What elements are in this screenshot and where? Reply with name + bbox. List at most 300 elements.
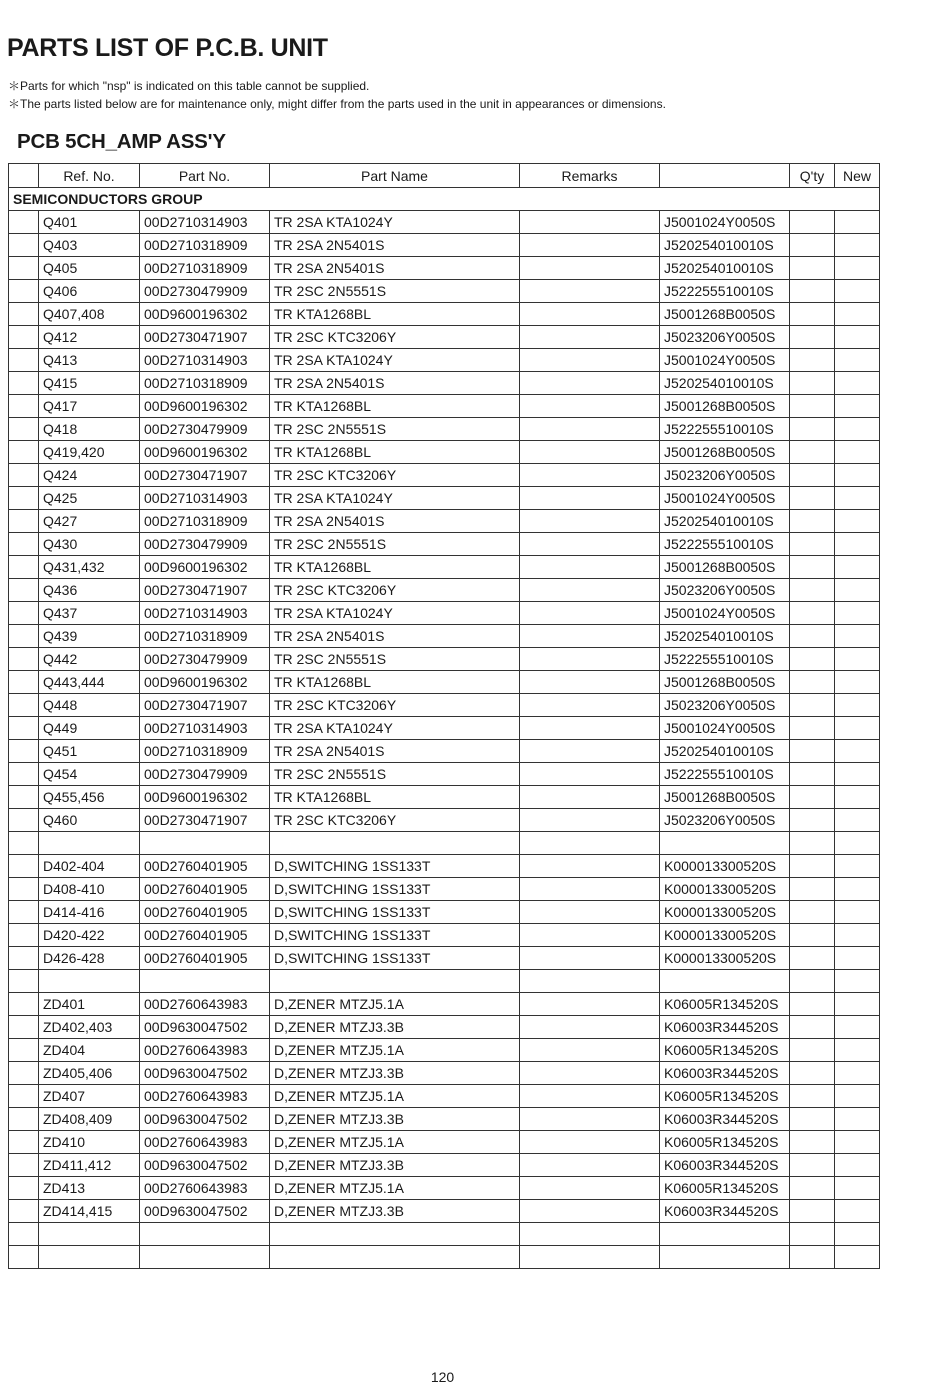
mark-cell [9,1177,39,1200]
group-label: SEMICONDUCTORS GROUP [9,188,880,211]
remarks-cell [520,878,660,901]
part-name-cell: D,ZENER MTZJ5.1A [270,1085,520,1108]
qty-cell [790,326,835,349]
part-name-cell: TR 2SC 2N5551S [270,418,520,441]
alt-code-cell: J522255510010S [660,648,790,671]
qty-cell [790,533,835,556]
part-no-cell [140,1246,270,1269]
mark-cell [9,993,39,1016]
alt-code-cell: J5001024Y0050S [660,349,790,372]
alt-code-cell: K000013300520S [660,855,790,878]
table-row [9,579,880,602]
remarks-cell [520,326,660,349]
new-cell [835,1246,880,1269]
new-cell [835,303,880,326]
table-row [9,510,880,533]
part-name-cell: TR KTA1268BL [270,556,520,579]
mark-cell [9,303,39,326]
alt-code-cell: K000013300520S [660,947,790,970]
part-no-cell: 00D9630047502 [140,1200,270,1223]
mark-cell [9,901,39,924]
part-no-cell: 00D9600196302 [140,441,270,464]
part-name-cell: TR 2SA KTA1024Y [270,211,520,234]
ref-no-cell: ZD414,415 [39,1200,140,1223]
table-row [9,970,880,993]
alt-code-cell: J5001024Y0050S [660,487,790,510]
parts-table [8,163,880,1269]
part-name-cell: TR 2SC 2N5551S [270,280,520,303]
qty-cell [790,510,835,533]
page-number: 120 [430,1369,455,1385]
qty-cell [790,740,835,763]
mark-cell [9,855,39,878]
ref-no-cell: ZD411,412 [39,1154,140,1177]
remarks-cell [520,809,660,832]
mark-cell [9,533,39,556]
alt-code-cell: J520254010010S [660,372,790,395]
qty-cell [790,464,835,487]
ref-no-cell: D420-422 [39,924,140,947]
part-name-cell: D,ZENER MTZJ3.3B [270,1062,520,1085]
alt-code-cell: K06003R344520S [660,1154,790,1177]
mark-cell [9,786,39,809]
remarks-cell [520,234,660,257]
remarks-cell [520,1016,660,1039]
ref-no-cell: Q448 [39,694,140,717]
alt-code-cell: J5001024Y0050S [660,602,790,625]
alt-code-cell: J520254010010S [660,510,790,533]
ref-no-cell: Q454 [39,763,140,786]
part-name-cell [270,1223,520,1246]
alt-code-cell: J5023206Y0050S [660,809,790,832]
header-ref-no: Ref. No. [39,164,140,188]
alt-code-cell: J5001268B0050S [660,786,790,809]
header-remarks: Remarks [520,164,660,188]
qty-cell [790,924,835,947]
part-no-cell: 00D9600196302 [140,786,270,809]
part-name-cell [270,970,520,993]
part-no-cell: 00D2730471907 [140,694,270,717]
part-no-cell: 00D2710318909 [140,257,270,280]
part-no-cell: 00D9600196302 [140,395,270,418]
alt-code-cell: J5001268B0050S [660,395,790,418]
part-no-cell: 00D2730471907 [140,326,270,349]
part-name-cell: TR 2SA 2N5401S [270,257,520,280]
new-cell [835,1085,880,1108]
mark-cell [9,1085,39,1108]
ref-no-cell: D426-428 [39,947,140,970]
new-cell [835,1131,880,1154]
alt-code-cell [660,1246,790,1269]
table-row [9,1039,880,1062]
alt-code-cell: K06005R134520S [660,993,790,1016]
part-no-cell: 00D2760401905 [140,878,270,901]
table-row [9,717,880,740]
remarks-cell [520,349,660,372]
new-cell [835,257,880,280]
ref-no-cell: Q425 [39,487,140,510]
part-no-cell: 00D2710318909 [140,740,270,763]
part-name-cell: TR 2SA 2N5401S [270,510,520,533]
alt-code-cell: J5001268B0050S [660,441,790,464]
remarks-cell [520,211,660,234]
mark-cell [9,579,39,602]
ref-no-cell: Q430 [39,533,140,556]
part-no-cell: 00D2760401905 [140,855,270,878]
part-no-cell: 00D9600196302 [140,556,270,579]
remarks-cell [520,1085,660,1108]
qty-cell [790,694,835,717]
mark-cell [9,602,39,625]
mark-cell [9,1108,39,1131]
part-no-cell: 00D2710314903 [140,349,270,372]
part-no-cell: 00D2760401905 [140,947,270,970]
ref-no-cell: ZD402,403 [39,1016,140,1039]
part-no-cell: 00D2710314903 [140,487,270,510]
part-name-cell: D,ZENER MTZJ3.3B [270,1108,520,1131]
part-no-cell: 00D2710318909 [140,625,270,648]
header-new: New [835,164,880,188]
new-cell [835,441,880,464]
mark-cell [9,763,39,786]
new-cell [835,211,880,234]
part-no-cell: 00D2730479909 [140,418,270,441]
new-cell [835,1016,880,1039]
remarks-cell [520,832,660,855]
ref-no-cell: Q407,408 [39,303,140,326]
alt-code-cell: J5001268B0050S [660,556,790,579]
alt-code-cell: J5023206Y0050S [660,694,790,717]
part-no-cell: 00D2760401905 [140,924,270,947]
qty-cell [790,1085,835,1108]
qty-cell [790,1223,835,1246]
part-name-cell: TR KTA1268BL [270,786,520,809]
mark-cell [9,1039,39,1062]
new-cell [835,1062,880,1085]
new-cell [835,602,880,625]
new-cell [835,418,880,441]
ref-no-cell: Q436 [39,579,140,602]
remarks-cell [520,947,660,970]
remarks-cell [520,1108,660,1131]
new-cell [835,625,880,648]
part-name-cell: D,SWITCHING 1SS133T [270,947,520,970]
alt-code-cell: K06003R344520S [660,1062,790,1085]
part-no-cell: 00D2710314903 [140,211,270,234]
table-row [9,1131,880,1154]
ref-no-cell: Q431,432 [39,556,140,579]
alt-code-cell: K000013300520S [660,924,790,947]
part-no-cell: 00D2710314903 [140,717,270,740]
part-name-cell: TR 2SC KTC3206Y [270,326,520,349]
remarks-cell [520,1131,660,1154]
part-name-cell: D,ZENER MTZJ3.3B [270,1200,520,1223]
qty-cell [790,947,835,970]
part-no-cell: 00D2760643983 [140,1131,270,1154]
ref-no-cell [39,1246,140,1269]
new-cell [835,487,880,510]
new-cell [835,855,880,878]
new-cell [835,832,880,855]
part-name-cell: D,ZENER MTZJ5.1A [270,1177,520,1200]
part-name-cell: TR 2SC KTC3206Y [270,464,520,487]
remarks-cell [520,1246,660,1269]
mark-cell [9,211,39,234]
new-cell [835,510,880,533]
alt-code-cell: K06005R134520S [660,1039,790,1062]
part-name-cell: TR 2SA 2N5401S [270,625,520,648]
part-name-cell: TR 2SC 2N5551S [270,763,520,786]
qty-cell [790,878,835,901]
mark-cell [9,234,39,257]
qty-cell [790,303,835,326]
alt-code-cell: K06003R344520S [660,1200,790,1223]
page-title: PARTS LIST OF P.C.B. UNIT [7,34,328,62]
qty-cell [790,1131,835,1154]
mark-cell [9,280,39,303]
qty-cell [790,809,835,832]
table-row [9,372,880,395]
new-cell [835,556,880,579]
mark-cell [9,947,39,970]
qty-cell [790,257,835,280]
mark-cell [9,832,39,855]
table-row [9,1085,880,1108]
remarks-cell [520,395,660,418]
ref-no-cell: Q460 [39,809,140,832]
qty-cell [790,786,835,809]
new-cell [835,740,880,763]
alt-code-cell [660,970,790,993]
table-row [9,855,880,878]
remarks-cell [520,717,660,740]
alt-code-cell: J5023206Y0050S [660,579,790,602]
table-row [9,625,880,648]
part-name-cell: TR 2SA KTA1024Y [270,717,520,740]
ref-no-cell: Q417 [39,395,140,418]
qty-cell [790,970,835,993]
mark-cell [9,1016,39,1039]
ref-no-cell: ZD405,406 [39,1062,140,1085]
alt-code-cell: J5023206Y0050S [660,326,790,349]
remarks-cell [520,1200,660,1223]
ref-no-cell: ZD410 [39,1131,140,1154]
remarks-cell [520,1223,660,1246]
ref-no-cell [39,832,140,855]
part-no-cell: 00D2760401905 [140,901,270,924]
part-name-cell: TR KTA1268BL [270,441,520,464]
mark-cell [9,1246,39,1269]
header-alt-code [660,164,790,188]
mark-cell [9,1200,39,1223]
qty-cell [790,625,835,648]
part-name-cell: D,ZENER MTZJ5.1A [270,993,520,1016]
alt-code-cell: J5001268B0050S [660,303,790,326]
alt-code-cell: J520254010010S [660,740,790,763]
mark-cell [9,648,39,671]
alt-code-cell: J5023206Y0050S [660,464,790,487]
ref-no-cell: Q415 [39,372,140,395]
table-row [9,257,880,280]
table-row [9,211,880,234]
ref-no-cell: Q439 [39,625,140,648]
qty-cell [790,763,835,786]
qty-cell [790,234,835,257]
ref-no-cell: Q401 [39,211,140,234]
table-row [9,878,880,901]
part-no-cell: 00D2710318909 [140,510,270,533]
alt-code-cell: K000013300520S [660,878,790,901]
group-row [9,188,880,211]
alt-code-cell: J5001024Y0050S [660,211,790,234]
part-no-cell: 00D2730471907 [140,579,270,602]
mark-cell [9,1154,39,1177]
remarks-cell [520,993,660,1016]
part-name-cell: TR KTA1268BL [270,395,520,418]
ref-no-cell: Q403 [39,234,140,257]
alt-code-cell: J520254010010S [660,234,790,257]
ref-no-cell: Q419,420 [39,441,140,464]
ref-no-cell: ZD401 [39,993,140,1016]
ref-no-cell: ZD408,409 [39,1108,140,1131]
table-row [9,648,880,671]
table-row [9,1108,880,1131]
assembly-title: PCB 5CH_AMP ASS'Y [17,130,226,153]
remarks-cell [520,1039,660,1062]
part-name-cell: TR 2SC 2N5551S [270,533,520,556]
remarks-cell [520,763,660,786]
remarks-cell [520,533,660,556]
table-row [9,464,880,487]
part-no-cell: 00D2730471907 [140,809,270,832]
part-name-cell: D,SWITCHING 1SS133T [270,924,520,947]
ref-no-cell: Q412 [39,326,140,349]
new-cell [835,395,880,418]
table-row [9,487,880,510]
new-cell [835,947,880,970]
remarks-cell [520,487,660,510]
ref-no-cell: Q424 [39,464,140,487]
part-name-cell: TR 2SA KTA1024Y [270,487,520,510]
part-no-cell: 00D9600196302 [140,671,270,694]
new-cell [835,901,880,924]
remarks-cell [520,579,660,602]
alt-code-cell: K06005R134520S [660,1085,790,1108]
part-name-cell: TR 2SC 2N5551S [270,648,520,671]
qty-cell [790,717,835,740]
table-row [9,671,880,694]
qty-cell [790,395,835,418]
ref-no-cell: Q405 [39,257,140,280]
table-row [9,740,880,763]
new-cell [835,234,880,257]
table-row [9,326,880,349]
qty-cell [790,993,835,1016]
mark-cell [9,717,39,740]
ref-no-cell: Q406 [39,280,140,303]
table-row [9,1223,880,1246]
table-row [9,1154,880,1177]
new-cell [835,924,880,947]
part-name-cell: D,ZENER MTZJ3.3B [270,1016,520,1039]
alt-code-cell: K000013300520S [660,901,790,924]
part-no-cell: 00D2730479909 [140,648,270,671]
qty-cell [790,1016,835,1039]
table-row [9,1016,880,1039]
new-cell [835,878,880,901]
part-no-cell: 00D2730471907 [140,464,270,487]
remarks-cell [520,625,660,648]
ref-no-cell: ZD404 [39,1039,140,1062]
part-no-cell: 00D2730479909 [140,533,270,556]
table-row [9,832,880,855]
remarks-cell [520,786,660,809]
qty-cell [790,1039,835,1062]
part-name-cell: TR 2SC KTC3206Y [270,809,520,832]
new-cell [835,579,880,602]
remarks-cell [520,602,660,625]
qty-cell [790,556,835,579]
mark-cell [9,418,39,441]
new-cell [835,372,880,395]
qty-cell [790,671,835,694]
table-row [9,418,880,441]
part-no-cell: 00D2710318909 [140,234,270,257]
part-name-cell: TR 2SC KTC3206Y [270,579,520,602]
ref-no-cell: Q442 [39,648,140,671]
part-no-cell [140,970,270,993]
qty-cell [790,602,835,625]
alt-code-cell: K06003R344520S [660,1108,790,1131]
part-name-cell: D,SWITCHING 1SS133T [270,855,520,878]
qty-cell [790,211,835,234]
mark-cell [9,671,39,694]
part-name-cell [270,832,520,855]
part-name-cell: TR KTA1268BL [270,303,520,326]
qty-cell [790,648,835,671]
remarks-cell [520,970,660,993]
mark-cell [9,257,39,280]
ref-no-cell: Q449 [39,717,140,740]
mark-cell [9,625,39,648]
new-cell [835,993,880,1016]
ref-no-cell: D402-404 [39,855,140,878]
qty-cell [790,1177,835,1200]
table-row [9,234,880,257]
qty-cell [790,855,835,878]
new-cell [835,533,880,556]
new-cell [835,648,880,671]
ref-no-cell [39,1223,140,1246]
new-cell [835,970,880,993]
alt-code-cell: J5001024Y0050S [660,717,790,740]
header-part-no: Part No. [140,164,270,188]
new-cell [835,326,880,349]
mark-cell [9,1131,39,1154]
remarks-cell [520,464,660,487]
header-part-name: Part Name [270,164,520,188]
ref-no-cell: Q418 [39,418,140,441]
table-row [9,947,880,970]
part-no-cell: 00D9630047502 [140,1016,270,1039]
mark-cell [9,487,39,510]
table-row [9,993,880,1016]
table-row [9,602,880,625]
remarks-cell [520,901,660,924]
part-name-cell: TR KTA1268BL [270,671,520,694]
alt-code-cell: J522255510010S [660,280,790,303]
part-no-cell: 00D2760643983 [140,1177,270,1200]
